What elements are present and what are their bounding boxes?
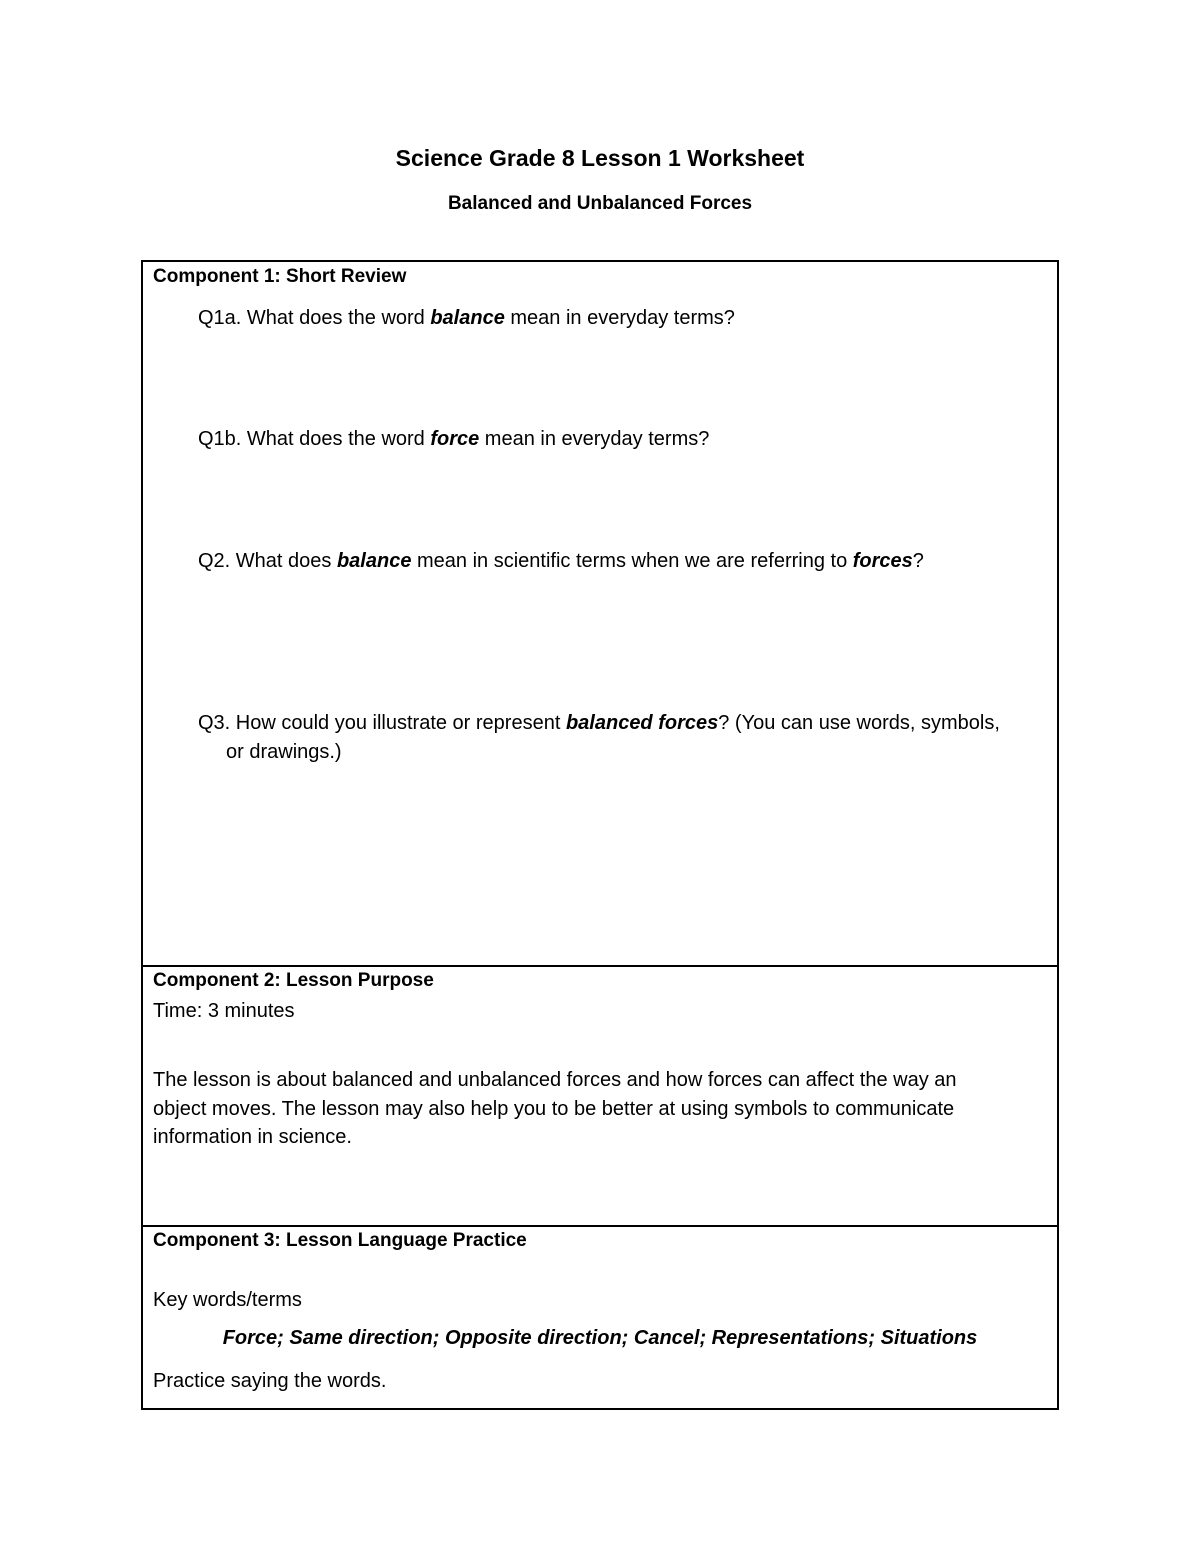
key-words-label: Key words/terms	[153, 1289, 302, 1311]
q1a-prefix: Q1a. What does the word	[198, 307, 431, 329]
worksheet-table	[141, 260, 1059, 1410]
question-q3	[198, 709, 1048, 737]
q3-prefix: Q3. How could you illustrate or represent	[198, 712, 566, 734]
question-q1b	[198, 425, 1048, 453]
component-2-heading: Component 2: Lesson Purpose	[153, 970, 434, 991]
q1b-prefix: Q1b. What does the word	[198, 428, 431, 450]
component-1-heading: Component 1: Short Review	[153, 266, 407, 287]
component-3-section	[143, 1227, 1057, 1408]
lesson-time: Time: 3 minutes	[153, 1000, 295, 1022]
question-q1a	[198, 304, 1048, 332]
component-2-section	[143, 967, 1057, 1227]
page-subtitle: Balanced and Unbalanced Forces	[447, 193, 753, 214]
q1a-suffix: mean in everyday terms?	[504, 307, 735, 329]
q2-suffix: ?	[912, 550, 924, 572]
paragraph-line: The lesson is about balanced and unbalanced forces and how forces can affect the way an	[153, 1069, 957, 1091]
q1b-term: force	[430, 428, 480, 450]
paragraph-line: information in science.	[153, 1126, 352, 1148]
page-title: Science Grade 8 Lesson 1 Worksheet	[395, 145, 805, 171]
component-3-heading: Component 3: Lesson Language Practice	[153, 1230, 527, 1251]
paragraph-line: object moves. The lesson may also help you to be better at using symbols to communicate	[153, 1097, 955, 1120]
q2-middle: mean in scientific terms when we are referring to	[411, 550, 853, 572]
q1b-suffix: mean in everyday terms?	[479, 428, 710, 450]
lesson-purpose-paragraph	[153, 1066, 1048, 1152]
q2-prefix: Q2. What does	[198, 550, 337, 572]
key-words-list: Force; Same direction; Opposite direction; Cancel; Representations; Situations	[222, 1327, 978, 1349]
q3-term: balanced forces	[565, 712, 719, 734]
question-q2	[198, 547, 1048, 575]
q2-term-balance: balance	[336, 550, 412, 572]
question-q3-continuation: or drawings.)	[226, 741, 342, 763]
practice-instruction: Practice saying the words.	[153, 1370, 387, 1392]
q1a-term: balance	[430, 307, 505, 329]
q3-suffix: ? (You can use words, symbols,	[718, 712, 1000, 734]
component-1-section	[143, 262, 1057, 967]
q2-term-forces: forces	[852, 550, 913, 572]
